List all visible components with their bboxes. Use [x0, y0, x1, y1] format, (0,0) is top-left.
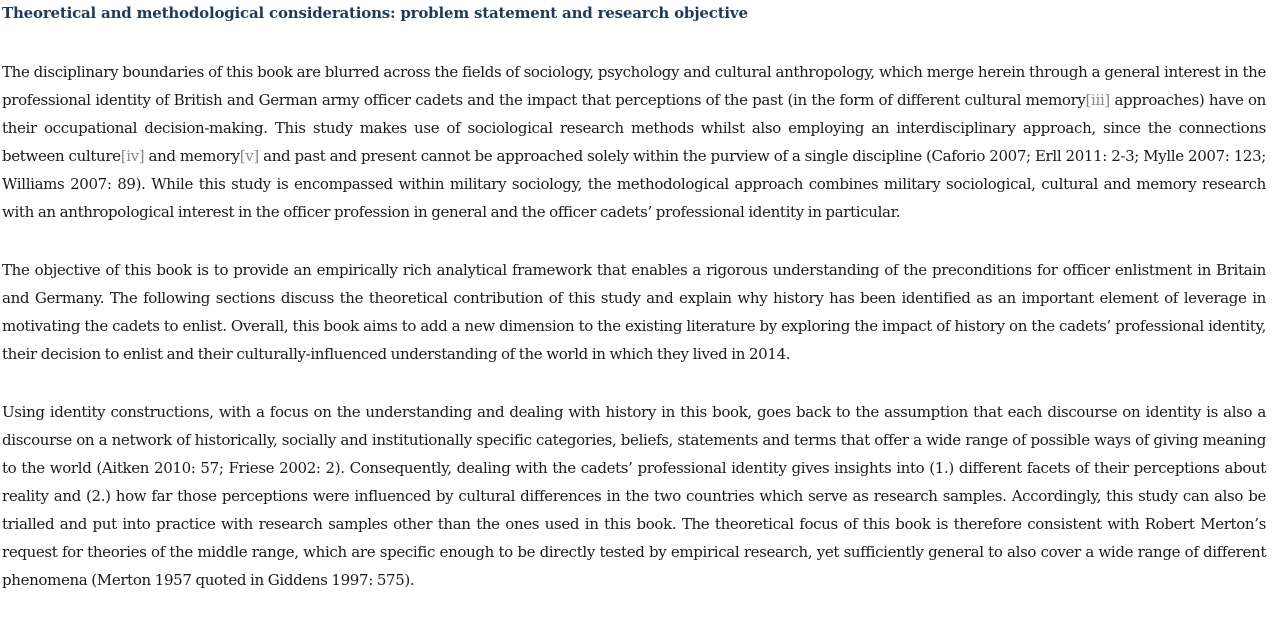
- paragraph-identity-constructions: Using identity constructions, with a focus on the understanding and dealing with history in this book, goes back to the assumption that each discourse on identity is also a discourse on a network of historically, socially and institutionally specific categories, beliefs, statements and terms that offer a wide range of possible ways of giving meaning to the world (Aitken 2010: 57; Friese 2002: 2). Consequently, dealing with the cadets’ professional identity gives insights into (1.) different facets of their perceptions about reality and (2.) how far those perceptions were influenced by cultural differences in the two countries which serve as research samples. Accordingly, this study can also be trialled and put into practice with research samples other than the ones used in this book. The theoretical focus of this book is therefore consistent with Robert Merton’s request for theories of the middle range, which are specific enough to be directly tested by empirical research, yet sufficiently general to also cover a wide range of different phenomena (Merton 1957 quoted in Giddens 1997: 575).: [2, 403, 1266, 589]
- footnote-link-v[interactable]: [v]: [239, 147, 259, 165]
- footnote-link-iii[interactable]: [iii]: [1085, 91, 1110, 109]
- paragraph-research-objective: The objective of this book is to provide an empirically rich analytical framework that enables a rigorous understanding of the preconditions for officer enlistment in Britain and Germany. The following sections discuss the theoretical contribution of this study and explain why history has been identified as an important element of leverage in motivating the cadets to enlist. Overall, this book aims to add a new dimension to the existing literature by exploring the impact of history on the cadets’ professional identity, their decision to enlist and their culturally-influenced understanding of the world in which they lived in 2014.: [2, 261, 1266, 363]
- footnote-link-iv[interactable]: [iv]: [120, 147, 145, 165]
- paragraph-text: The disciplinary boundaries of this book are blurred across the fields of sociology, psychology and cultural anthropology, which merge herein through a general interest in the professional identity of British and German army officer cadets and the impact that perceptions of the past (in the form of different cultural memory: [2, 63, 1266, 109]
- paragraph-text: and past and present cannot be approached solely within the purview of a single discipline (Caforio 2007; Erll 2011: 2-3; Mylle 2007: 123; Williams 2007: 89). While this study is encompassed within military sociology, the methodological approach combines military sociological, cultural and memory research with an anthropological interest in the officer profession in general and the officer cadets’ professional identity in particular.: [2, 147, 1266, 221]
- section-heading: Theoretical and methodological considerations: problem statement and research objective: [2, 4, 748, 22]
- paragraph-text: approaches) have on their occupational decision-making. This study makes use of sociological research methods whilst also employing an interdisciplinary approach, since the connections between culture: [2, 91, 1266, 165]
- paragraph-text: and memory: [144, 147, 240, 165]
- paragraph-disciplinary-boundaries: [2, 58, 1266, 226]
